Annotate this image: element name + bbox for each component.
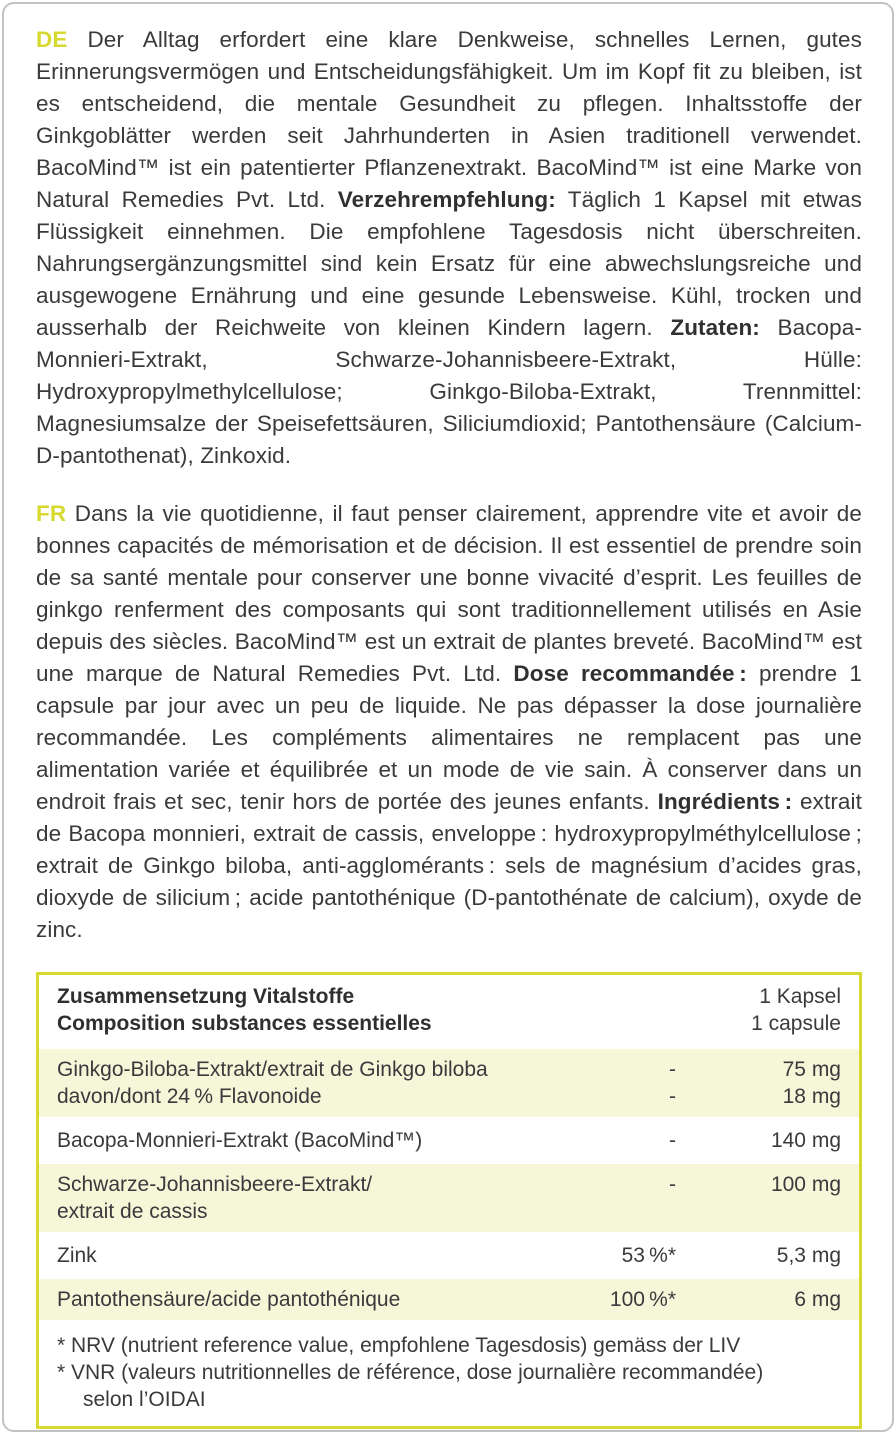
paragraph-german bbox=[36, 24, 862, 472]
paragraph-french bbox=[36, 498, 862, 946]
nutrient-amount: 140 mg bbox=[770, 1129, 841, 1152]
nutrient-amount: 75 mg 18 mg bbox=[782, 1058, 841, 1108]
dose-header-fr: 1 capsule bbox=[751, 1012, 841, 1035]
footnote-line: * NRV (nutrient reference value, empfohlene Tagesdosis) gemäss der LIV bbox=[57, 1334, 741, 1357]
nutrient-amount: 5,3 mg bbox=[776, 1244, 841, 1267]
table-row bbox=[39, 1276, 859, 1320]
nutrient-name: Schwarze-Johannisbeere-Extrakt/ extrait de cassis bbox=[57, 1173, 373, 1223]
label-content bbox=[36, 24, 862, 1429]
table-title-de: Zusammensetzung Vitalstoffe bbox=[57, 985, 355, 1008]
body-text: extrait de Bacopa monnieri, extrait de cassis, enveloppe : hydroxypropylméthylcellulose ; extrait de Ginkgo biloba, anti-agglomérants : sels de magnésium d’acides gras, dioxyde de silicium ; acide pantothénique (D-pantothénate de calcium), oxyde de zinc. bbox=[36, 789, 862, 942]
composition-table bbox=[36, 972, 862, 1429]
table-title-fr: Composition substances essentielles bbox=[57, 1012, 432, 1035]
table-row bbox=[39, 1161, 859, 1232]
body-text: Täglich 1 Kapsel mit etwas Flüssigkeit einnehmen. Die empfohlene Tagesdosis nicht überschreiten. Nahrungsergänzungsmittel sind kein Ersatz für eine abwechslungsreiche und ausgewogene Ernährung und eine gesunde Lebensweise. Kühl, trocken und ausserhalb der Reichweite von kleinen Kindern lagern. bbox=[36, 187, 862, 340]
bold-label: Dose recommandée : bbox=[513, 661, 747, 686]
nutrient-name: Bacopa-Monnieri-Extrakt (BacoMind™) bbox=[57, 1129, 423, 1152]
table-row bbox=[39, 1232, 859, 1276]
table-header bbox=[39, 975, 859, 1046]
nutrient-nrv-percent: - bbox=[669, 1129, 676, 1152]
nutrient-nrv-percent: 100 %* bbox=[609, 1288, 676, 1311]
dose-header-de: 1 Kapsel bbox=[759, 985, 841, 1008]
table-title bbox=[57, 983, 432, 1037]
language-tag-de: DE bbox=[36, 27, 68, 52]
nutrient-amount: 100 mg bbox=[770, 1173, 841, 1196]
table-row bbox=[39, 1046, 859, 1117]
nutrient-name: Zink bbox=[57, 1244, 97, 1267]
dose-column-header bbox=[751, 983, 841, 1037]
nutrient-nrv-percent: - - bbox=[669, 1058, 676, 1108]
nutrient-name: Ginkgo-Biloba-Extrakt/extrait de Ginkgo biloba davon/dont 24 % Flavonoide bbox=[57, 1058, 488, 1108]
table-footnotes bbox=[39, 1320, 859, 1426]
nutrient-name: Pantothensäure/acide pantothénique bbox=[57, 1288, 401, 1311]
bold-label: Ingrédients : bbox=[657, 789, 793, 814]
body-text: Bacopa-Monnieri-Extrakt, Schwarze-Johannisbeere-Extrakt, Hülle: Hydroxypropylmethylcellulose; Ginkgo-Biloba-Extrakt, Trennmittel: Magnesiumsalze der Speisefettsäuren, Siliciumdioxid; Pantothensäure (Calcium-D-pantothenat), Zinkoxid. bbox=[36, 315, 862, 468]
body-text: Dans la vie quotidienne, il faut penser clairement, apprendre vite et avoir de bonnes capacités de mémorisation et de décision. Il est essentiel de prendre soin de sa santé mentale pour conserver une bonne vivacité d’esprit. Les feuilles de ginkgo renferment des composants qui sont traditionnellement utilisés en Asie depuis des siècles. BacoMind™ est un extrait de plantes breveté. BacoMind™ est une marque de Natural Remedies Pvt. Ltd. bbox=[36, 501, 862, 686]
nutrient-nrv-percent: 53 %* bbox=[621, 1244, 676, 1267]
nutrient-nrv-percent: - bbox=[669, 1173, 676, 1196]
footnote-line: * VNR (valeurs nutritionnelles de référence, dose journalière recommandée) bbox=[57, 1361, 764, 1384]
bold-label: Zutaten: bbox=[670, 315, 760, 340]
language-tag-fr: FR bbox=[36, 501, 67, 526]
body-text: prendre 1 capsule par jour avec un peu de liquide. Ne pas dépasser la dose journalière recommandée. Les compléments alimentaires ne remplacent pas une alimentation variée et équilibrée et un mode de vie sain. À conserver dans un endroit frais et sec, tenir hors de portée des jeunes enfants. bbox=[36, 661, 862, 814]
footnote-line: selon l’OIDAI bbox=[83, 1388, 206, 1411]
nutrient-amount: 6 mg bbox=[794, 1288, 841, 1311]
bold-label: Verzehrempfehlung: bbox=[337, 187, 556, 212]
table-row bbox=[39, 1117, 859, 1161]
table-rows bbox=[39, 1046, 859, 1320]
body-text: Der Alltag erfordert eine klare Denkweise, schnelles Lernen, gutes Erinnerungsvermögen und Entscheidungsfähigkeit. Um im Kopf fit zu bleiben, ist es entscheidend, die mentale Gesundheit zu pflegen. Inhaltsstoffe der Ginkgoblätter werden seit Jahrhunderten in Asien traditionell verwendet. BacoMind™ ist ein patentierter Pflanzenextrakt. BacoMind™ ist eine Marke von Natural Remedies Pvt. Ltd. bbox=[36, 27, 863, 212]
